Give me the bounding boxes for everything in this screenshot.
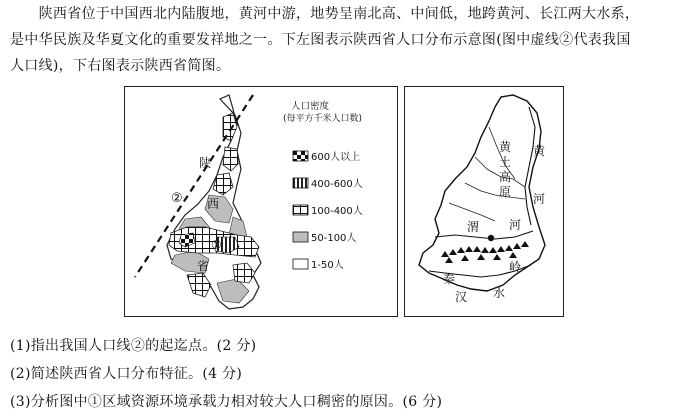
legend-swatch-100 [293,205,308,215]
han-river-label-1: 汉 [455,290,468,304]
plateau-label-3: 高 [499,170,512,184]
city-dot [488,235,494,241]
yellow-river-label-2: 河 [533,192,546,206]
line-marker: ② [171,191,183,206]
qinling-label-1: 秦 [443,272,456,286]
intro-line-2: 是中华民族及华夏文化的重要发祥地之一。下左图表示陕西省人口分布示意图(图中虚线②代表我国 [10,32,631,48]
province-label-1: 陕 [199,156,212,170]
plateau-label-2: 土 [499,155,512,169]
legend-swatch-400 [293,178,308,188]
legend-label-100: 100-400人 [311,206,363,217]
han-river-label-2: 水 [493,286,506,300]
legend-swatch-1 [293,259,308,269]
population-map [124,86,398,317]
legend-label-1: 1-50人 [311,260,344,271]
legend-swatch-50 [293,232,308,242]
province-label-2: 西 [207,197,220,211]
yellow-river-label-1: 黄 [533,144,546,158]
province-label-3: 省 [197,259,210,273]
legend-label-400: 400-600人 [311,179,363,190]
shaanxi-sketch-map [404,86,564,317]
question-1: (1)指出我国人口线②的起迄点。(2 分) [10,338,257,354]
question-2: (2)简述陕西省人口分布特征。(4 分) [10,366,243,382]
legend-label-50: 50-100人 [311,233,357,244]
region-marker: ① [211,238,222,252]
wei-river-label-1: 渭 [467,220,480,234]
legend-swatch-600 [293,151,308,161]
question-3: (3)分析图中①区域资源环境承载力相对较大人口稠密的原因。(6 分) [10,394,443,410]
qinling-label-2: 岭 [509,260,522,274]
plateau-label-4: 原 [499,185,512,199]
intro-line-1: 陕西省位于中国西北内陆腹地，黄河中游，地势呈南北高、中间低，地跨黄河、长江两大水系， [10,6,640,22]
legend [283,100,363,271]
legend-title-2: (每平方千米人口数) [283,114,363,124]
wei-river-label-2: 河 [509,218,522,232]
intro-line-3: 人口线)，下右图表示陕西省简图。 [10,58,231,74]
plateau-label-1: 黄 [499,140,512,154]
legend-title-1: 人口密度 [291,101,330,112]
legend-label-600: 600人以上 [311,152,361,163]
